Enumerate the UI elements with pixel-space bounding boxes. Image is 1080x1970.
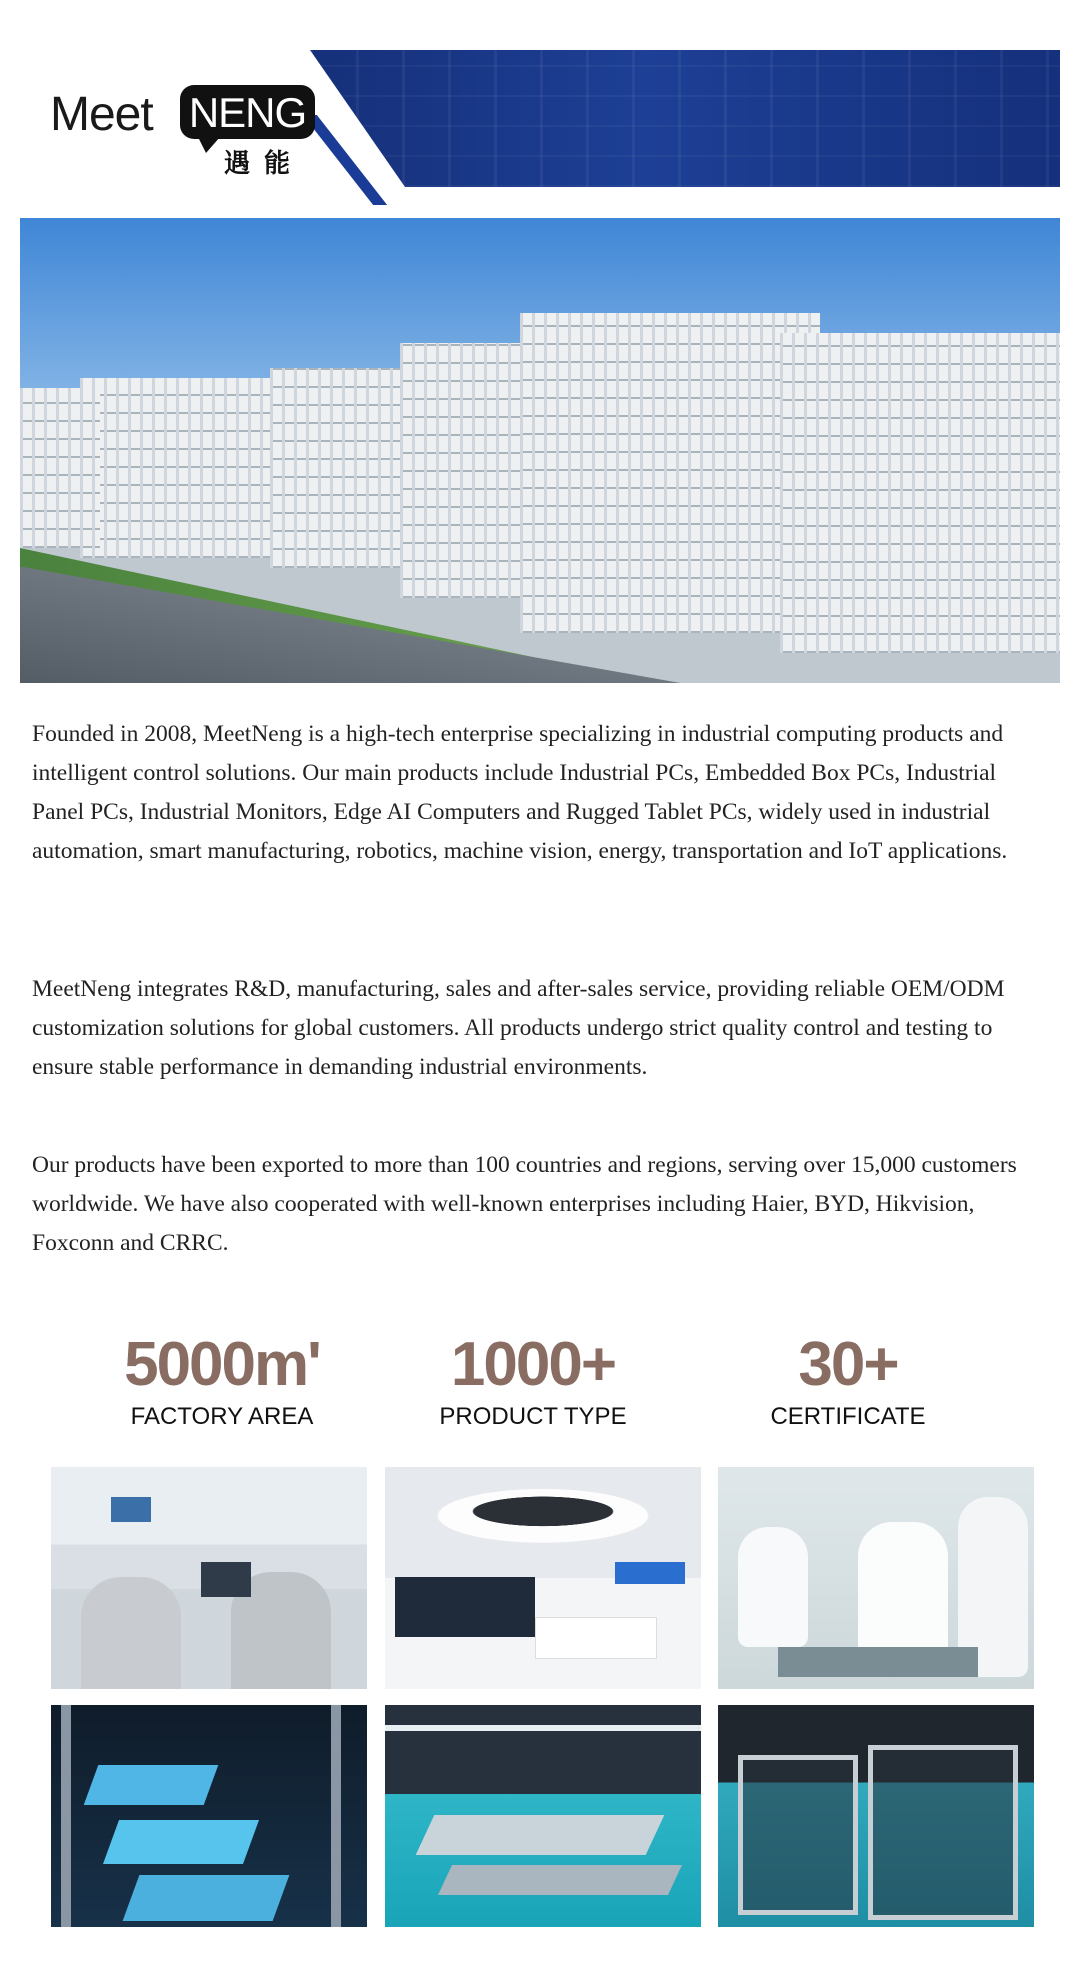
- stat-label: FACTORY AREA: [130, 1403, 314, 1430]
- company-logo: [50, 85, 330, 179]
- aging-rack-photo: [718, 1705, 1034, 1927]
- stat-label: CERTIFICATE: [770, 1403, 926, 1430]
- stat-value: 1000+: [450, 1330, 616, 1399]
- stat-factory-area: [67, 1330, 377, 1432]
- header-banner-image: [310, 50, 1060, 187]
- stat-value: 30+: [798, 1330, 898, 1399]
- logo-text-meet: Meet: [50, 88, 153, 141]
- header: [0, 0, 1080, 200]
- stat-label: PRODUCT TYPE: [439, 1403, 627, 1430]
- about-paragraph-1: Founded in 2008, MeetNeng is a high-tech enterprise specializing in industrial computing products and intelligent control solutions. Our main products include Industrial PCs, Embedded Box PCs, Industrial Panel PCs, Industrial Monitors, Edge AI Computers and Rugged Tablet PCs, widely used in industrial automation, smart manufacturing, robotics, machine vision, energy, transportation and IoT applications.: [32, 721, 1008, 864]
- lobby-photo: [385, 1467, 701, 1689]
- about-paragraph-3: Our products have been exported to more than 100 countries and regions, serving over 15,000 customers worldwide. We have also cooperated with well-known enterprises including Haier, BYD, Hikvision, Foxconn and CRRC.: [32, 1152, 1017, 1256]
- about-paragraph-2: MeetNeng integrates R&D, manufacturing, sales and after-sales service, providing reliable OEM/ODM customization solutions for global customers. All products undergo strict quality control and testing to ensure stable performance in demanding industrial environments.: [32, 976, 1005, 1080]
- factory-building-photo: [20, 218, 1060, 683]
- stat-certificate: [693, 1330, 1003, 1432]
- office-photo: [51, 1467, 367, 1689]
- lab-photo: [718, 1467, 1034, 1689]
- stat-value: 5000m': [124, 1330, 320, 1399]
- logo-speech-bubble: [180, 85, 315, 139]
- production-line-photo: [385, 1705, 701, 1927]
- logo-text-neng: NENG: [188, 89, 307, 136]
- logo-text-chinese: 遇能: [224, 149, 305, 179]
- product-shelf-photo: [51, 1705, 367, 1927]
- stat-product-type: [378, 1330, 688, 1432]
